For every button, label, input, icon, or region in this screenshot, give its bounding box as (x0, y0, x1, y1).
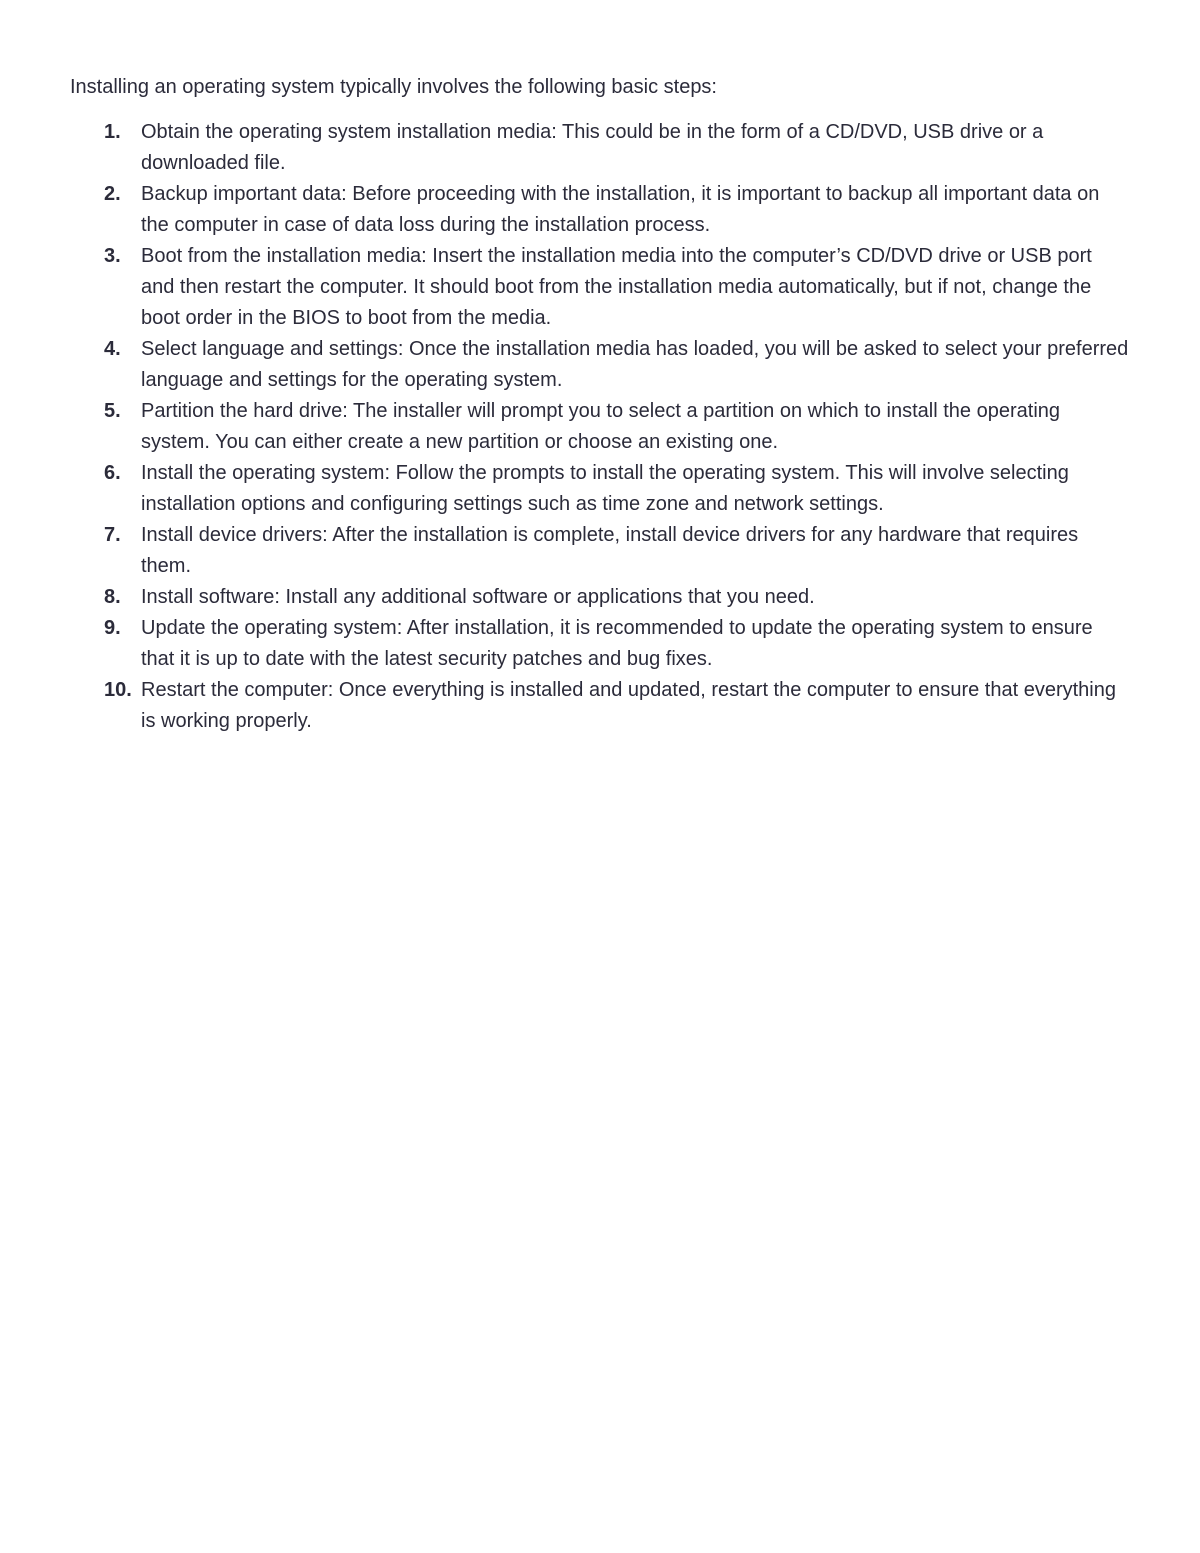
step-number: 10. (104, 679, 132, 701)
list-item (70, 458, 1130, 520)
step-number: 1. (104, 121, 121, 143)
step-text: Select language and settings: Once the installation media has loaded, you will be asked to select your preferred language and settings for the operating system. (141, 338, 1129, 391)
list-item (70, 179, 1130, 241)
list-item (70, 117, 1130, 179)
step-text: Boot from the installation media: Insert the installation media into the computer’s CD/DVD drive or USB port and then restart the computer. It should boot from the installation media automatically, but if not, change the boot order in the BIOS to boot from the media. (141, 245, 1092, 329)
intro-paragraph: Installing an operating system typically involves the following basic steps: (70, 76, 717, 98)
step-text: Install device drivers: After the installation is complete, install device drivers for any hardware that requires them. (141, 524, 1079, 577)
step-text: Restart the computer: Once everything is installed and updated, restart the computer to ensure that everything is working properly. (141, 679, 1116, 732)
steps-list (70, 117, 1130, 737)
step-number: 6. (104, 462, 121, 484)
list-item (70, 520, 1130, 582)
step-number: 3. (104, 245, 121, 267)
step-text: Obtain the operating system installation media: This could be in the form of a CD/DVD, USB drive or a downloaded file. (141, 121, 1044, 174)
step-number: 4. (104, 338, 121, 360)
step-text: Install software: Install any additional software or applications that you need. (141, 586, 815, 608)
list-item (70, 396, 1130, 458)
step-number: 5. (104, 400, 121, 422)
list-item (70, 675, 1130, 737)
step-number: 2. (104, 183, 121, 205)
list-item (70, 613, 1130, 675)
list-item (70, 582, 1130, 613)
step-text: Install the operating system: Follow the prompts to install the operating system. This will involve selecting installation options and configuring settings such as time zone and network settings. (141, 462, 1069, 515)
step-number: 9. (104, 617, 121, 639)
list-item (70, 241, 1130, 334)
step-number: 8. (104, 586, 121, 608)
step-text: Update the operating system: After installation, it is recommended to update the operating system to ensure that it is up to date with the latest security patches and bug fixes. (141, 617, 1093, 670)
step-number: 7. (104, 524, 121, 546)
list-item (70, 334, 1130, 396)
step-text: Backup important data: Before proceeding with the installation, it is important to backup all important data on the computer in case of data loss during the installation process. (141, 183, 1100, 236)
step-text: Partition the hard drive: The installer will prompt you to select a partition on which to install the operating system. You can either create a new partition or choose an existing one. (141, 400, 1061, 453)
